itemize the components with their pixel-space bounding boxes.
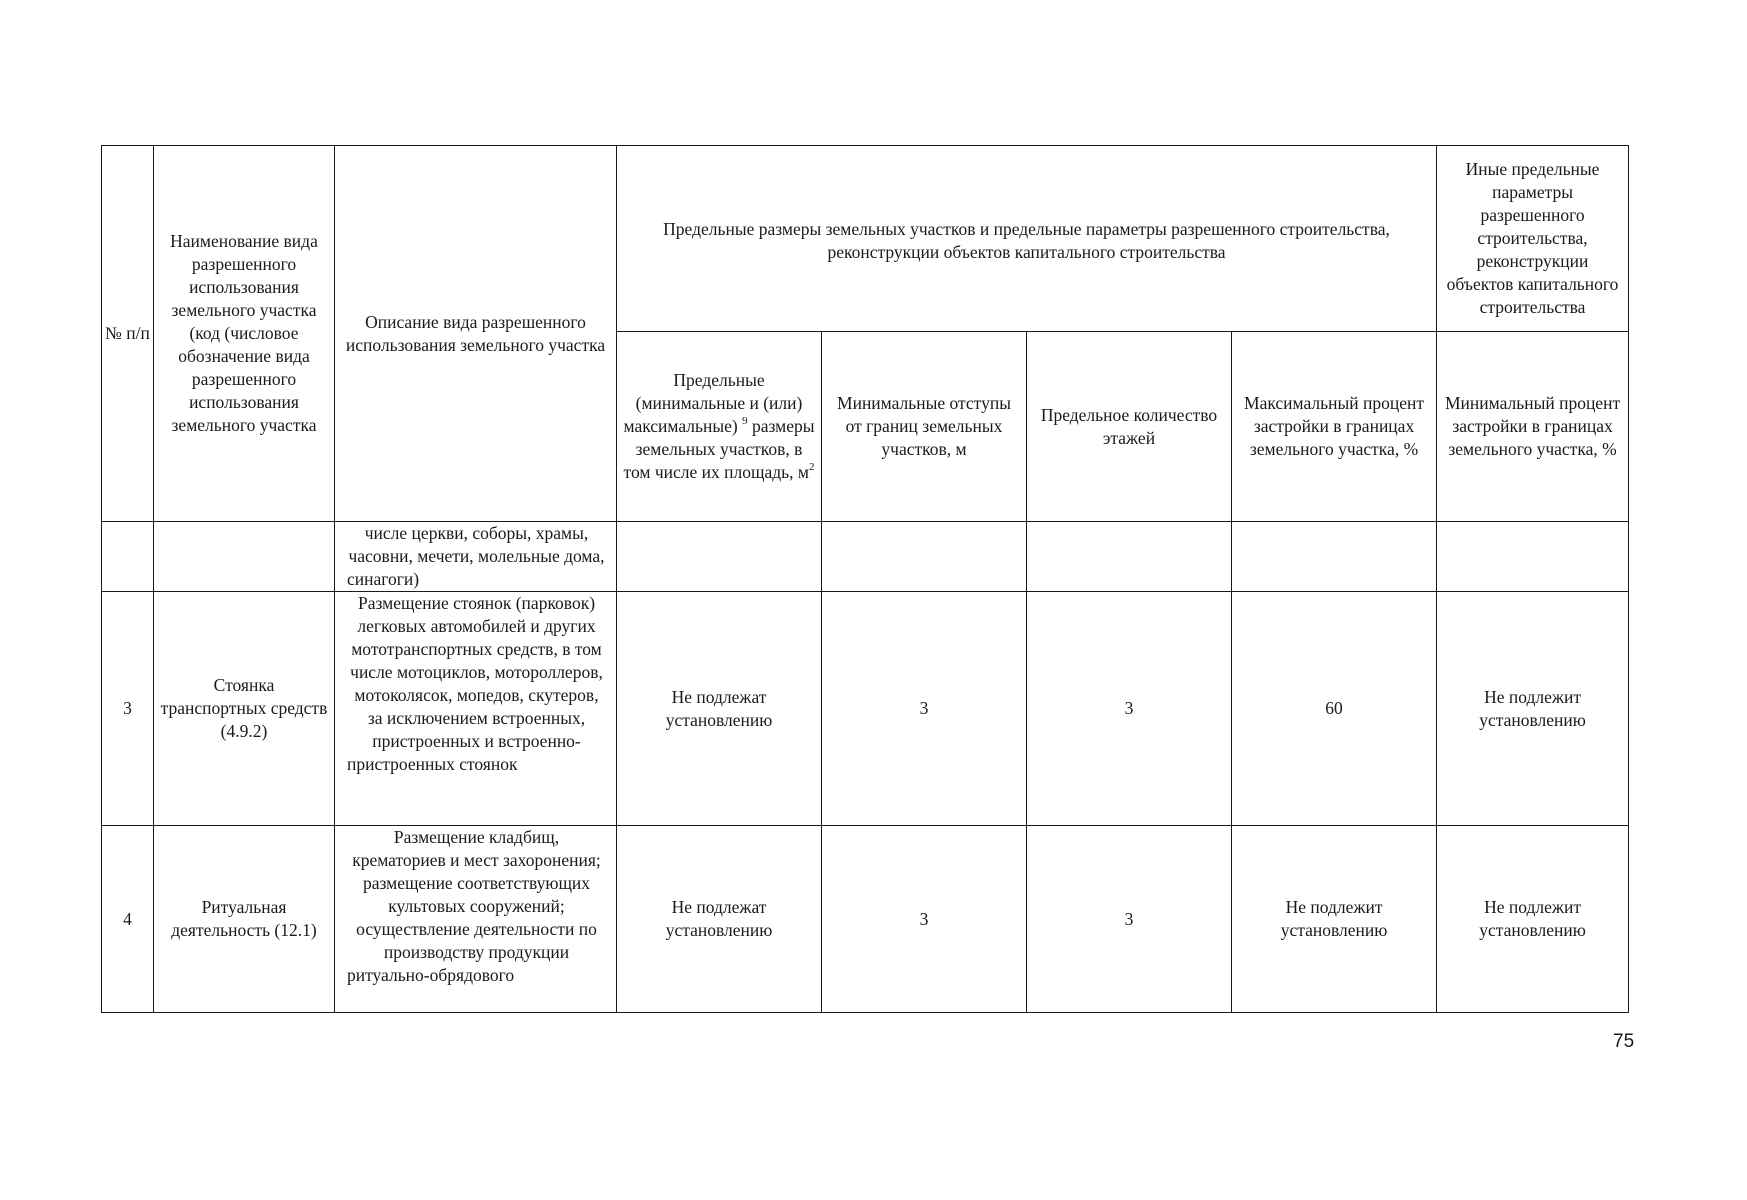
row-floors: 3 [1027, 592, 1232, 826]
header-sizes [617, 332, 822, 522]
header-num: № п/п [102, 146, 154, 522]
row-description: Размещение кладбищ, крематориев и мест захоронения; размещение соответствующих культовых сооружений; осуществление деятельности по производству продукции ритуально-обрядового [335, 826, 617, 1013]
row-sizes: Не подлежат установлению [617, 826, 822, 1013]
row-max-percent: 60 [1232, 592, 1437, 826]
row-max-percent [1232, 522, 1437, 592]
header-row-1 [102, 146, 1629, 332]
footnote-9: 9 [742, 415, 748, 428]
header-min-percent: Минимальный процент застройки в границах земельного участка, % [1437, 332, 1629, 522]
row-setbacks [822, 522, 1027, 592]
row-num: 4 [102, 826, 154, 1013]
page-number: 75 [1613, 1031, 1635, 1052]
table-row [102, 592, 1629, 826]
row-description: числе церкви, соборы, храмы, часовни, мечети, молельные дома, синагоги) [335, 522, 617, 592]
header-description: Описание вида разрешенного использования земельного участка [335, 146, 617, 522]
row-setbacks: 3 [822, 592, 1027, 826]
row-sizes [617, 522, 822, 592]
row-name [154, 522, 335, 592]
land-use-regulations-table [101, 145, 1629, 1013]
row-min-percent: Не подлежит установлению [1437, 826, 1629, 1013]
header-sizes-text-2: размеры земельных участков, в том числе их площадь, м [623, 416, 815, 482]
header-setbacks: Минимальные отступы от границ земельных участков, м [822, 332, 1027, 522]
row-floors [1027, 522, 1232, 592]
header-floors: Предельное количество этажей [1027, 332, 1232, 522]
row-max-percent: Не подлежит установлению [1232, 826, 1437, 1013]
row-min-percent [1437, 522, 1629, 592]
row-num [102, 522, 154, 592]
row-setbacks: 3 [822, 826, 1027, 1013]
table-row [102, 522, 1629, 592]
table-row [102, 826, 1629, 1013]
header-max-percent: Максимальный процент застройки в границах земельного участка, % [1232, 332, 1437, 522]
row-description: Размещение стоянок (парковок) легковых автомобилей и других мототранспортных средств, в том числе мотоциклов, мотороллеров, мотоколясок, мопедов, скутеров, за исключением встроенных, пристроенных и встроенно-пристроенных стоянок [335, 592, 617, 826]
row-num: 3 [102, 592, 154, 826]
header-sizes-text: Предельные (минимальные и (или) максимальные) [623, 370, 803, 436]
header-name: Наименование вида разрешенного использования земельного участка (код (числовое обозначение вида разрешенного использования земельного участка [154, 146, 335, 522]
row-min-percent: Не подлежит установлению [1437, 592, 1629, 826]
row-name: Стоянка транспортных средств (4.9.2) [154, 592, 335, 826]
row-name: Ритуальная деятельность (12.1) [154, 826, 335, 1013]
row-sizes: Не подлежат установлению [617, 592, 822, 826]
header-other-group: Иные предельные параметры разрешенного строительства, реконструкции объектов капитального строительства [1437, 146, 1629, 332]
header-limits-group: Предельные размеры земельных участков и предельные параметры разрешенного строительства, реконструкции объектов капитального строительства [617, 146, 1437, 332]
row-floors: 3 [1027, 826, 1232, 1013]
unit-superscript: 2 [808, 461, 815, 474]
